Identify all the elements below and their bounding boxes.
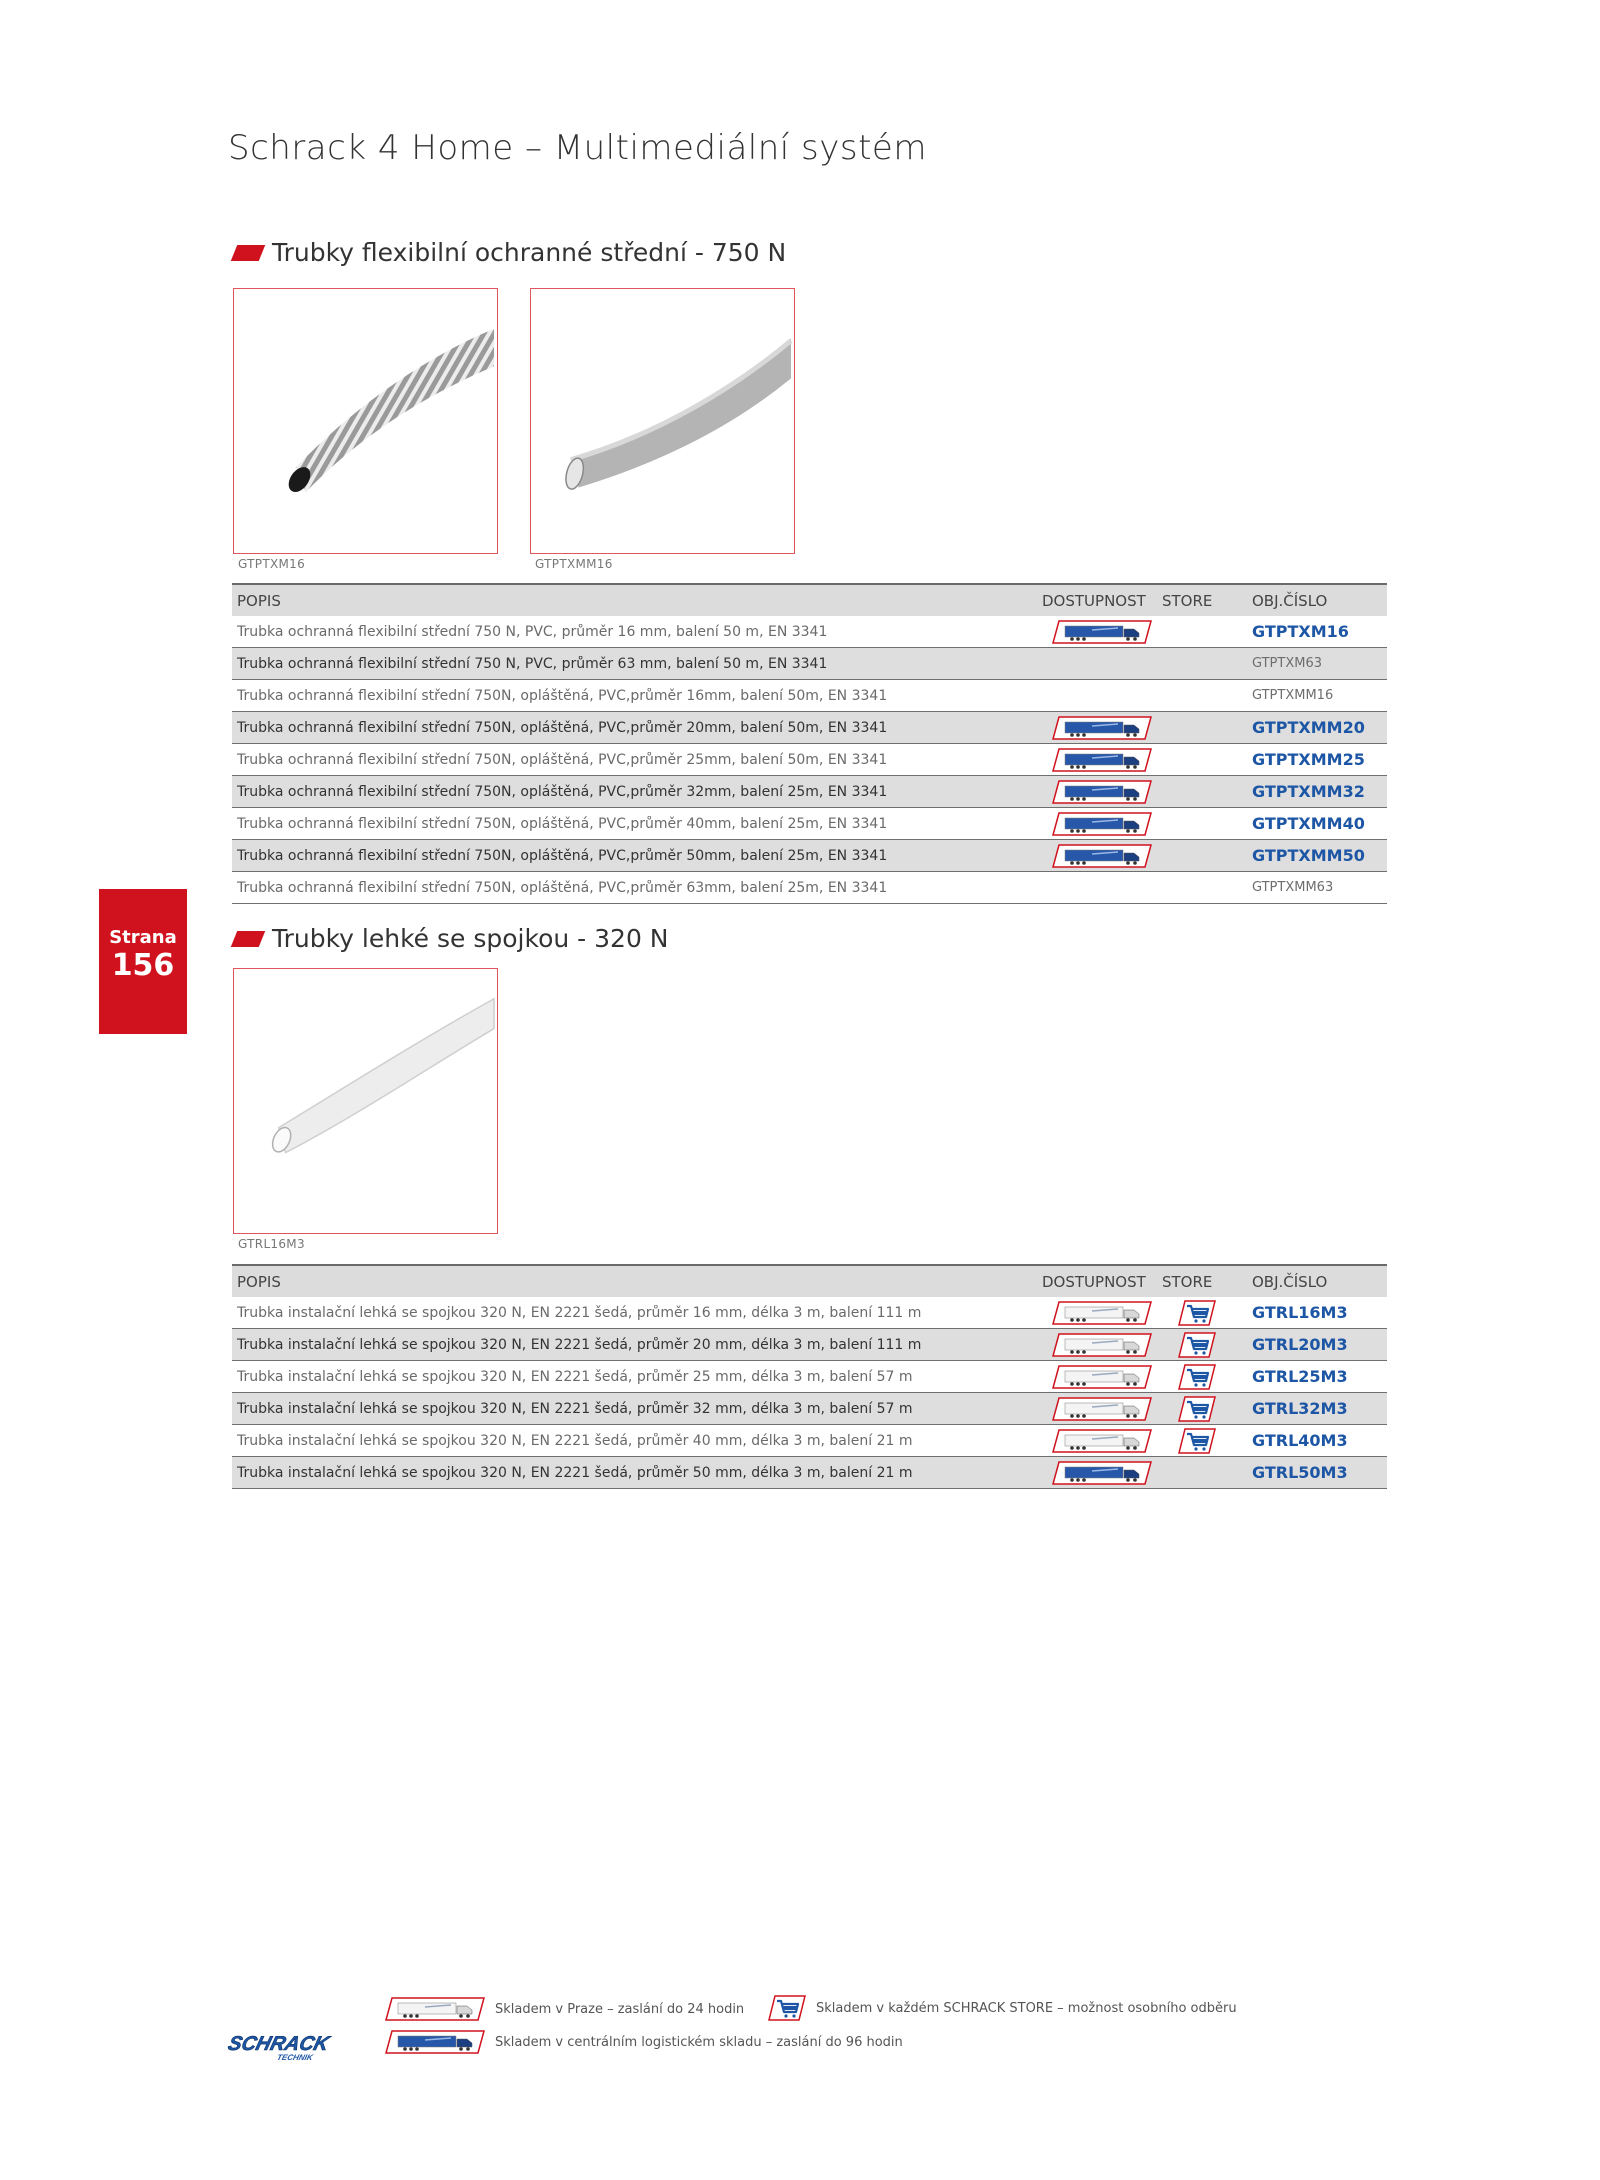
- legend-text: Skladem v centrálním logistickém skladu – zaslání do 96 hodin: [495, 2034, 903, 2050]
- order-code: GTRL20M3: [1252, 1335, 1348, 1354]
- table-row: [232, 1393, 1387, 1425]
- row-description: Trubka ochranná flexibilní střední 750N, opláštěná, PVC,průměr 63mm, balení 25m, EN 3341: [237, 879, 888, 896]
- order-code: GTPTXMM50: [1252, 846, 1365, 865]
- page-number: 156: [111, 948, 175, 983]
- blue-truck-icon: [1052, 844, 1152, 868]
- availability-cell: [1042, 620, 1162, 644]
- column-header-obj: OBJ.ČÍSLO: [1252, 1272, 1328, 1291]
- availability-cell: [1042, 1333, 1162, 1357]
- store-cart-icon: [1178, 1364, 1216, 1390]
- row-description: Trubka instalační lehká se spojkou 320 N, EN 2221 šedá, průměr 40 mm, délka 3 m, balení 21 m: [237, 1432, 913, 1449]
- store-cart-icon: [1178, 1332, 1216, 1358]
- table-row: [232, 808, 1387, 840]
- product-table-flexible: [232, 583, 1387, 904]
- store-cart-icon: [1178, 1300, 1216, 1326]
- row-description: Trubka ochranná flexibilní střední 750N, opláštěná, PVC,průměr 40mm, balení 25m, EN 3341: [237, 815, 888, 832]
- legend-store: [768, 1995, 1237, 2021]
- white-truck-icon: [1052, 1365, 1152, 1389]
- availability-cell: [1042, 1365, 1162, 1389]
- store-cell: [1162, 1300, 1232, 1326]
- column-header-dostupnost: DOSTUPNOST: [1042, 591, 1146, 610]
- table-row: [232, 616, 1387, 648]
- order-code: GTPTXMM20: [1252, 718, 1365, 737]
- row-description: Trubka ochranná flexibilní střední 750N, opláštěná, PVC,průměr 16mm, balení 50m, EN 3341: [237, 687, 888, 704]
- row-description: Trubka instalační lehká se spojkou 320 N, EN 2221 šedá, průměr 20 mm, délka 3 m, balení 111 m: [237, 1336, 922, 1353]
- order-code: GTRL40M3: [1252, 1431, 1348, 1450]
- section-heading-text: Trubky flexibilní ochranné střední - 750 N: [272, 238, 787, 267]
- table-row: [232, 776, 1387, 808]
- page-title: Schrack 4 Home – Multimediální systém: [228, 128, 927, 168]
- row-description: Trubka instalační lehká se spojkou 320 N, EN 2221 šedá, průměr 32 mm, délka 3 m, balení 57 m: [237, 1400, 913, 1417]
- svg-text:TECHNIK: TECHNIK: [276, 2053, 314, 2062]
- product-photo-gtrl16m3: [233, 968, 498, 1234]
- blue-truck-icon: [1052, 748, 1152, 772]
- section-heading-flexible: [234, 238, 786, 267]
- blue-truck-icon: [385, 2030, 485, 2054]
- table-row: [232, 872, 1387, 904]
- legend-text: Skladem v Praze – zaslání do 24 hodin: [495, 2001, 745, 2017]
- white-truck-icon: [1052, 1301, 1152, 1325]
- blue-truck-icon: [1052, 780, 1152, 804]
- white-truck-icon: [1052, 1429, 1152, 1453]
- order-code: GTRL32M3: [1252, 1399, 1348, 1418]
- page-label: Strana: [109, 927, 177, 948]
- blue-truck-icon: [1052, 716, 1152, 740]
- section-marker-icon: [231, 245, 265, 261]
- table-row: [232, 712, 1387, 744]
- order-code: GTRL25M3: [1252, 1367, 1348, 1386]
- store-cell: [1162, 1396, 1232, 1422]
- legend-blue-truck: [385, 2030, 903, 2054]
- product-photo-gtptxmm16: [530, 288, 795, 554]
- photo-code: GTRL16M3: [238, 1237, 305, 1251]
- legend-text: Skladem v každém SCHRACK STORE – možnost osobního odběru: [816, 2000, 1237, 2016]
- store-cell: [1162, 1364, 1232, 1390]
- table-row: [232, 744, 1387, 776]
- availability-cell: [1042, 844, 1162, 868]
- blue-truck-icon: [1052, 812, 1152, 836]
- white-truck-icon: [1052, 1333, 1152, 1357]
- product-photo-gtptxm16: [233, 288, 498, 554]
- row-description: Trubka ochranná flexibilní střední 750N, opláštěná, PVC,průměr 20mm, balení 50m, EN 3341: [237, 719, 888, 736]
- row-description: Trubka ochranná flexibilní střední 750N, opláštěná, PVC,průměr 32mm, balení 25m, EN 3341: [237, 783, 888, 800]
- schrack-logo: [226, 2030, 351, 2066]
- table-row: [232, 1361, 1387, 1393]
- store-cart-icon: [768, 1995, 806, 2021]
- table-header: [232, 583, 1387, 616]
- row-description: Trubka ochranná flexibilní střední 750 N, PVC, průměr 63 mm, balení 50 m, EN 3341: [237, 655, 828, 672]
- order-code: GTRL50M3: [1252, 1463, 1348, 1482]
- order-code: GTPTXM63: [1252, 656, 1322, 671]
- table-row: [232, 680, 1387, 712]
- order-code: GTRL16M3: [1252, 1303, 1348, 1322]
- availability-cell: [1042, 780, 1162, 804]
- row-description: Trubka ochranná flexibilní střední 750N, opláštěná, PVC,průměr 25mm, balení 50m, EN 3341: [237, 751, 888, 768]
- store-cart-icon: [1178, 1428, 1216, 1454]
- section-marker-icon: [231, 931, 265, 947]
- row-description: Trubka instalační lehká se spojkou 320 N, EN 2221 šedá, průměr 50 mm, délka 3 m, balení 21 m: [237, 1464, 913, 1481]
- row-description: Trubka ochranná flexibilní střední 750N, opláštěná, PVC,průměr 50mm, balení 25m, EN 3341: [237, 847, 888, 864]
- product-table-light: [232, 1264, 1387, 1489]
- store-cell: [1162, 1332, 1232, 1358]
- white-truck-icon: [385, 1997, 485, 2021]
- legend-white-truck: [385, 1997, 744, 2021]
- order-code: GTPTXMM25: [1252, 750, 1365, 769]
- availability-cell: [1042, 748, 1162, 772]
- table-row: [232, 1329, 1387, 1361]
- column-header-obj: OBJ.ČÍSLO: [1252, 591, 1328, 610]
- order-code: GTPTXMM32: [1252, 782, 1365, 801]
- order-code: GTPTXMM40: [1252, 814, 1365, 833]
- section-heading-text: Trubky lehké se spojkou - 320 N: [272, 924, 669, 953]
- store-cell: [1162, 1428, 1232, 1454]
- photo-code: GTPTXM16: [238, 557, 306, 571]
- availability-cell: [1042, 1429, 1162, 1453]
- column-header-popis: POPIS: [237, 1272, 281, 1291]
- table-row: [232, 1297, 1387, 1329]
- table-row: [232, 1425, 1387, 1457]
- table-row: [232, 840, 1387, 872]
- column-header-popis: POPIS: [237, 591, 281, 610]
- table-header: [232, 1264, 1387, 1297]
- section-heading-light: [234, 924, 669, 953]
- page-number-tab: [99, 889, 187, 1034]
- photo-code: GTPTXMM16: [535, 557, 613, 571]
- order-code: GTPTXMM16: [1252, 688, 1334, 703]
- row-description: Trubka instalační lehká se spojkou 320 N, EN 2221 šedá, průměr 25 mm, délka 3 m, balení 57 m: [237, 1368, 913, 1385]
- table-row: [232, 1457, 1387, 1489]
- row-description: Trubka instalační lehká se spojkou 320 N, EN 2221 šedá, průměr 16 mm, délka 3 m, balení 111 m: [237, 1304, 922, 1321]
- store-cart-icon: [1178, 1396, 1216, 1422]
- availability-cell: [1042, 1397, 1162, 1421]
- white-truck-icon: [1052, 1397, 1152, 1421]
- availability-cell: [1042, 1301, 1162, 1325]
- column-header-dostupnost: DOSTUPNOST: [1042, 1272, 1146, 1291]
- row-description: Trubka ochranná flexibilní střední 750 N, PVC, průměr 16 mm, balení 50 m, EN 3341: [237, 623, 828, 640]
- blue-truck-icon: [1052, 1461, 1152, 1485]
- table-row: [232, 648, 1387, 680]
- order-code: GTPTXMM63: [1252, 880, 1334, 895]
- availability-cell: [1042, 1461, 1162, 1485]
- order-code: GTPTXM16: [1252, 622, 1349, 641]
- availability-cell: [1042, 812, 1162, 836]
- column-header-store: STORE: [1162, 591, 1213, 610]
- column-header-store: STORE: [1162, 1272, 1213, 1291]
- availability-cell: [1042, 716, 1162, 740]
- blue-truck-icon: [1052, 620, 1152, 644]
- svg-text:SCHRACK: SCHRACK: [226, 2033, 332, 2055]
